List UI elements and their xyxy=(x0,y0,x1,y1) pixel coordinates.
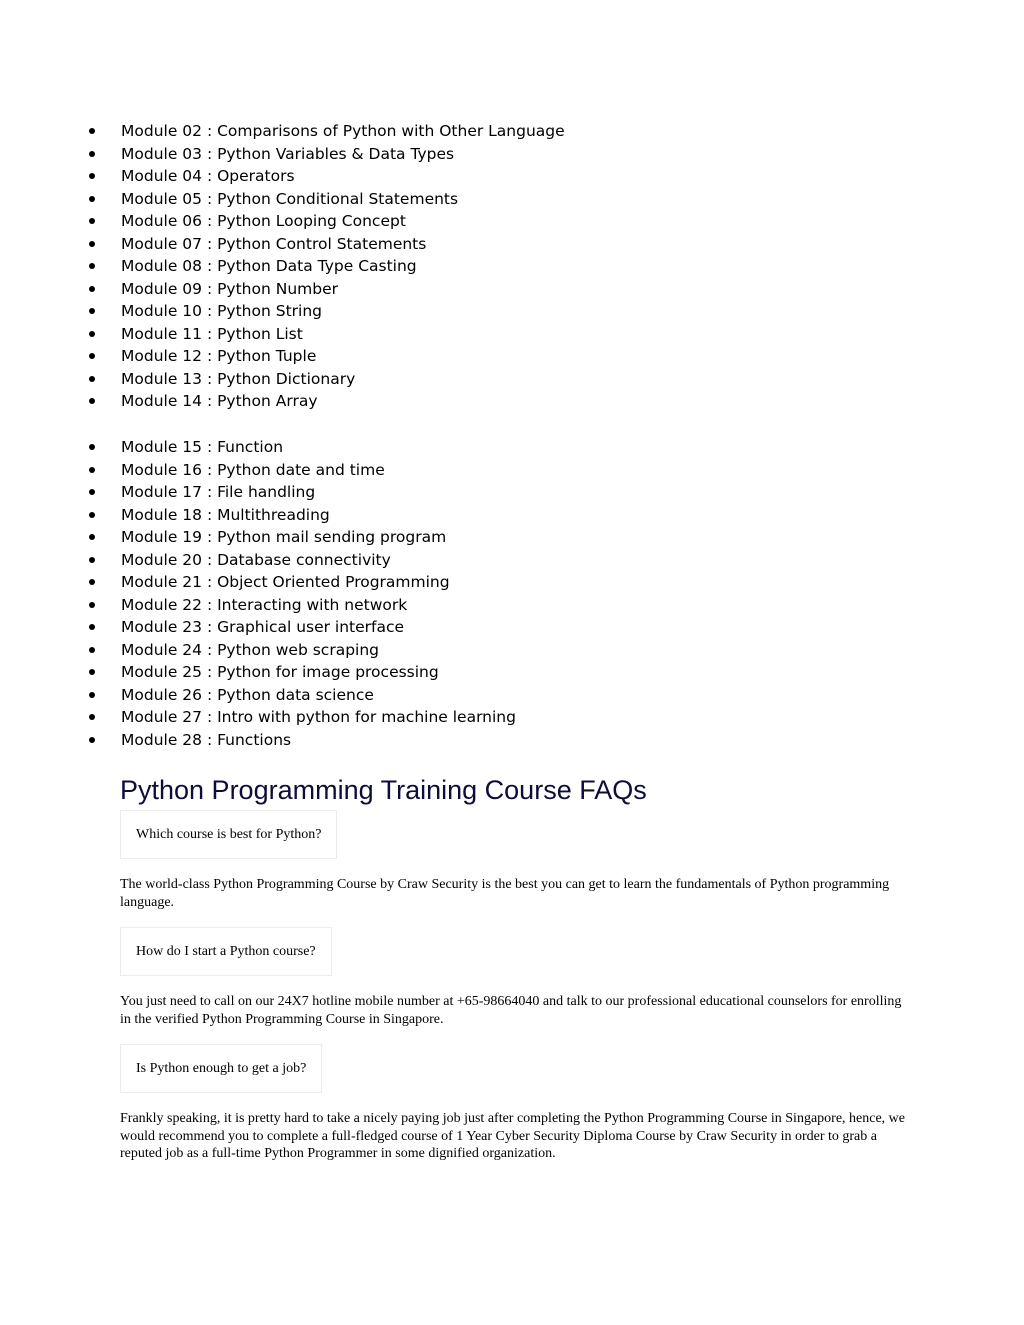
bullet-icon xyxy=(89,512,95,518)
bullet-icon xyxy=(89,647,95,653)
bullet-icon xyxy=(89,467,95,473)
list-item xyxy=(0,165,1024,188)
list-item xyxy=(0,526,1024,549)
list-item xyxy=(0,390,1024,413)
list-item xyxy=(0,323,1024,346)
list-item xyxy=(0,729,1024,752)
bullet-icon xyxy=(89,286,95,292)
module-label: Module 28 : Functions xyxy=(121,730,292,749)
list-item xyxy=(0,210,1024,233)
bullet-icon xyxy=(89,692,95,698)
bullet-icon xyxy=(89,398,95,404)
module-label: Module 17 : File handling xyxy=(121,483,316,501)
list-item xyxy=(0,300,1024,323)
bullet-icon xyxy=(89,331,95,337)
bullet-icon xyxy=(89,714,95,720)
module-label: Module 12 : Python Tuple xyxy=(121,347,317,365)
list-item xyxy=(0,368,1024,391)
module-list-first xyxy=(0,120,1024,413)
list-item xyxy=(0,706,1024,729)
list-item xyxy=(0,436,1024,459)
module-label: Module 27 : Intro with python for machine learning xyxy=(121,708,516,726)
module-label: Module 18 : Multithreading xyxy=(121,505,330,524)
bullet-icon xyxy=(89,602,95,608)
module-label: Module 13 : Python Dictionary xyxy=(121,369,356,388)
faq-answer-2: You just need to call on our 24X7 hotline mobile number at +65-98664040 and talk to our professional educational counselors for enrolling in the verified Python Programming Course in Singapore. xyxy=(120,994,902,1027)
bullet-icon xyxy=(89,737,95,743)
module-label: Module 10 : Python String xyxy=(121,302,323,320)
bullet-icon xyxy=(89,308,95,314)
list-item xyxy=(0,345,1024,368)
module-label: Module 20 : Database connectivity xyxy=(121,550,391,569)
bullet-icon xyxy=(89,444,95,450)
bullet-icon xyxy=(89,624,95,630)
faq-heading: Python Programming Training Course FAQs xyxy=(120,775,647,805)
list-item xyxy=(0,459,1024,482)
list-item xyxy=(0,481,1024,504)
bullet-icon xyxy=(89,353,95,359)
list-item xyxy=(0,120,1024,143)
bullet-icon xyxy=(89,489,95,495)
list-item xyxy=(0,571,1024,594)
bullet-icon xyxy=(89,173,95,179)
faq-answer-3: Frankly speaking, it is pretty hard to take a nicely paying job just after completing the Python Programming Course in Singapore, hence, we would recommend you to complete a full-fledged course of 1 Year Cyber Security Diploma Course by Craw Security in order to grab a reputed job as a full-time Python Programmer in some dignified organization. xyxy=(120,1111,905,1161)
list-item xyxy=(0,143,1024,166)
list-item xyxy=(0,504,1024,527)
list-item xyxy=(0,684,1024,707)
module-label: Module 26 : Python data science xyxy=(121,685,374,704)
module-label: Module 22 : Interacting with network xyxy=(121,595,408,614)
module-label: Module 21 : Object Oriented Programming xyxy=(121,573,450,591)
list-item xyxy=(0,616,1024,639)
faq-question-2[interactable]: How do I start a Python course? xyxy=(120,927,332,976)
module-label: Module 14 : Python Array xyxy=(121,392,318,410)
module-list-second xyxy=(0,436,1024,751)
bullet-icon xyxy=(89,557,95,563)
faq-answer-1: The world-class Python Programming Course by Craw Security is the best you can get to learn the fundamentals of Python programming language. xyxy=(120,877,890,910)
list-item xyxy=(0,233,1024,256)
bullet-icon xyxy=(89,263,95,269)
list-item xyxy=(0,549,1024,572)
bullet-icon xyxy=(89,218,95,224)
bullet-icon xyxy=(89,241,95,247)
bullet-icon xyxy=(89,151,95,157)
module-label: Module 02 : Comparisons of Python with Other Language xyxy=(121,122,565,140)
list-item xyxy=(0,188,1024,211)
bullet-icon xyxy=(89,196,95,202)
module-label: Module 06 : Python Looping Concept xyxy=(121,212,406,230)
bullet-icon xyxy=(89,376,95,382)
module-label: Module 23 : Graphical user interface xyxy=(121,618,405,636)
module-label: Module 07 : Python Control Statements xyxy=(121,234,427,253)
bullet-icon xyxy=(89,669,95,675)
list-item xyxy=(0,639,1024,662)
module-label: Module 15 : Function xyxy=(121,438,284,456)
module-label: Module 19 : Python mail sending program xyxy=(121,528,447,546)
module-label: Module 25 : Python for image processing xyxy=(121,663,439,681)
bullet-icon xyxy=(89,128,95,134)
module-label: Module 03 : Python Variables & Data Types xyxy=(121,144,455,163)
list-item xyxy=(0,594,1024,617)
module-label: Module 24 : Python web scraping xyxy=(121,640,379,659)
module-label: Module 11 : Python List xyxy=(121,324,303,343)
list-item xyxy=(0,661,1024,684)
bullet-icon xyxy=(89,579,95,585)
module-label: Module 05 : Python Conditional Statements xyxy=(121,189,459,208)
faq-question-1[interactable]: Which course is best for Python? xyxy=(120,810,337,859)
module-label: Module 08 : Python Data Type Casting xyxy=(121,257,417,275)
bullet-icon xyxy=(89,534,95,540)
module-label: Module 16 : Python date and time xyxy=(121,460,385,479)
list-item xyxy=(0,278,1024,301)
list-item xyxy=(0,255,1024,278)
faq-question-3[interactable]: Is Python enough to get a job? xyxy=(120,1044,322,1093)
module-label: Module 09 : Python Number xyxy=(121,279,339,298)
module-label: Module 04 : Operators xyxy=(121,167,295,185)
